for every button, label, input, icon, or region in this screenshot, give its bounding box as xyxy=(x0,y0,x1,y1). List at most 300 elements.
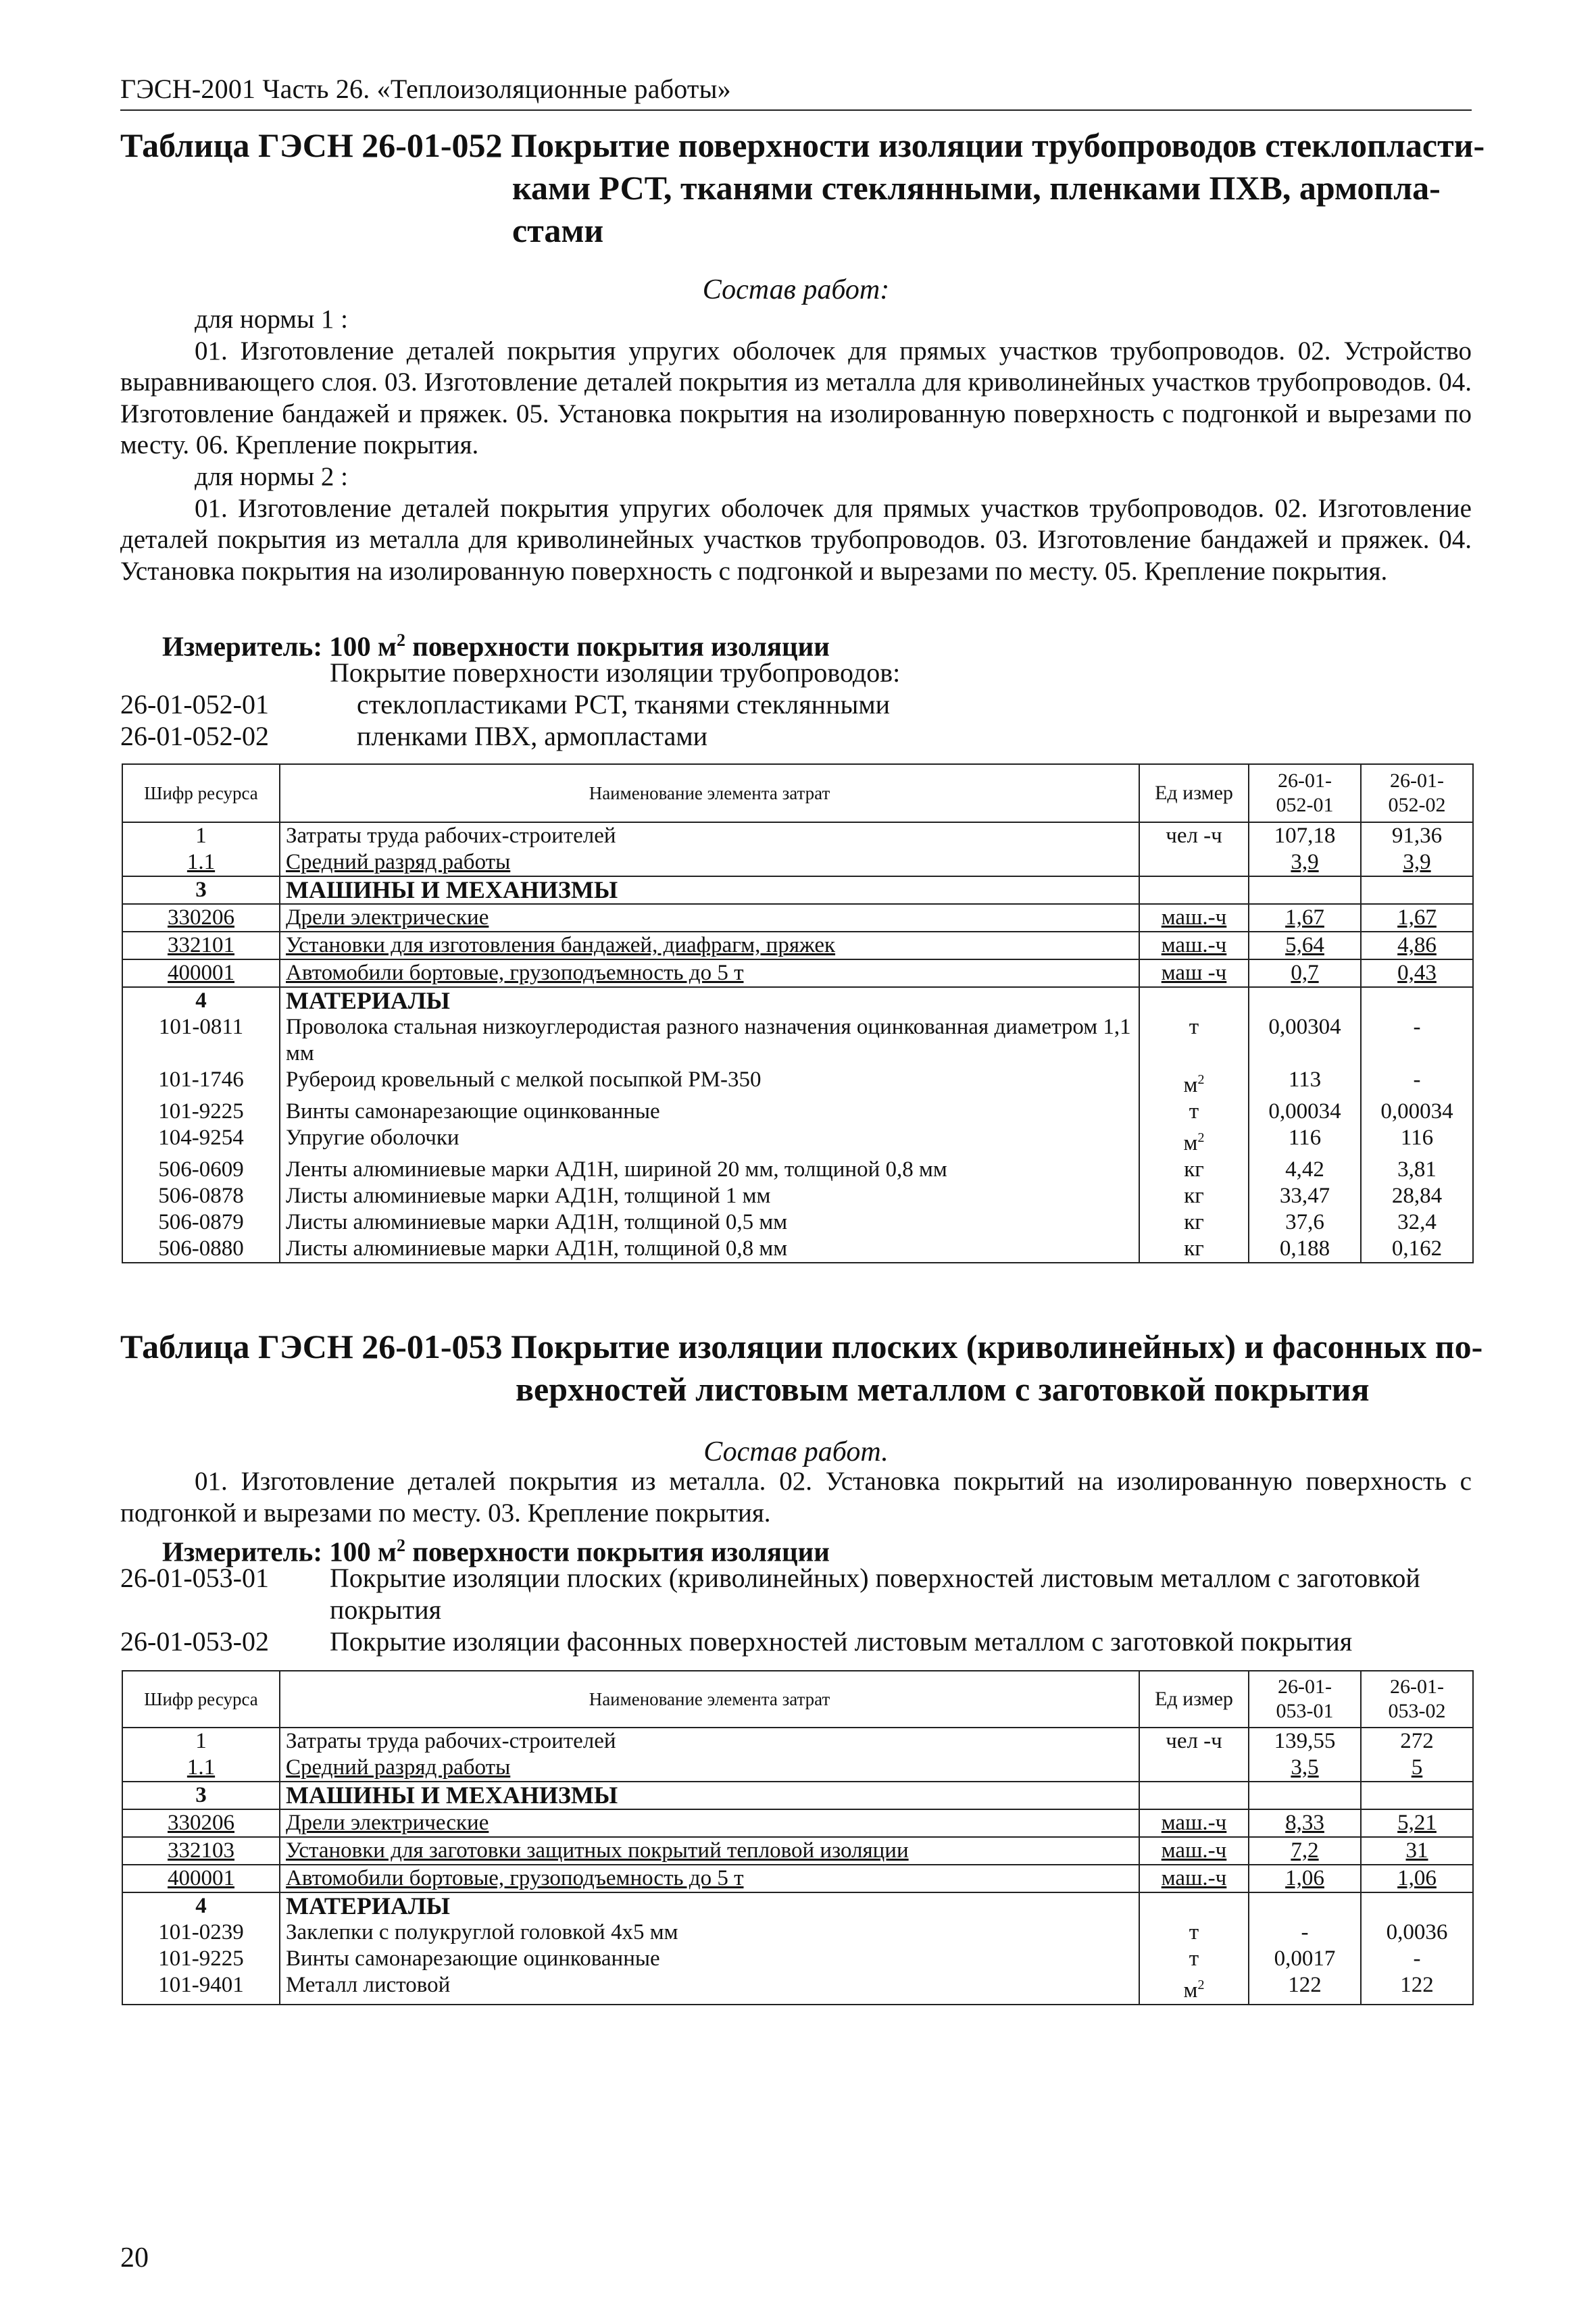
cell-name xyxy=(280,1099,1139,1125)
cell-norm1-text: 0,0017 xyxy=(1274,1946,1336,1971)
cell-name-text: Установки для заготовки защитных покрытий тепловой изоляции xyxy=(286,1838,909,1863)
cell-norm2-text: 3,9 xyxy=(1403,850,1431,874)
table-row xyxy=(122,959,1473,987)
cell-unit-text: чел -ч xyxy=(1166,1729,1222,1753)
cell-norm1 xyxy=(1249,1865,1361,1892)
cell-name xyxy=(280,932,1139,959)
cell-unit xyxy=(1139,1809,1249,1837)
cell-norm1-text: 5,64 xyxy=(1285,933,1324,957)
cell-unit xyxy=(1139,1183,1249,1209)
col-header-unit: Ед измер xyxy=(1139,1671,1249,1728)
meter-rest: поверхности покрытия изоляции xyxy=(405,630,830,662)
cell-name xyxy=(280,1837,1139,1865)
table-row xyxy=(122,1209,1473,1236)
cell-norm2-text: - xyxy=(1413,1015,1421,1039)
cell-code-text: 506-0878 xyxy=(158,1184,244,1208)
cell-code xyxy=(122,1125,280,1157)
table1-title-line2: ками РСТ, тканями стеклянными, пленками ПХВ, армопла- xyxy=(512,169,1441,207)
norm-code: 26-01-053-01 xyxy=(120,1563,269,1593)
cell-norm1 xyxy=(1249,1125,1361,1157)
cell-unit-text: маш.-ч xyxy=(1161,1838,1227,1863)
cell-unit xyxy=(1139,1892,1249,1919)
table1-title xyxy=(120,124,1485,252)
cell-norm2 xyxy=(1361,904,1473,932)
table2-title-line1: Таблица ГЭСН 26-01-053 Покрытие изоляции плоских (криволинейных) и фасонных по- xyxy=(120,1328,1483,1365)
cell-norm1 xyxy=(1249,849,1361,876)
col-header-norm1-text: 26-01- 053-01 xyxy=(1276,1676,1334,1722)
cell-norm2 xyxy=(1361,822,1473,849)
cell-unit-text: кг xyxy=(1184,1210,1204,1234)
cell-norm2-text: 91,36 xyxy=(1391,824,1443,848)
col-header-code: Шифр ресурса xyxy=(122,764,280,822)
cell-name xyxy=(280,1067,1139,1099)
cell-norm1-text: 0,188 xyxy=(1279,1236,1330,1261)
cell-code-text: 400001 xyxy=(168,961,234,985)
cell-code xyxy=(122,1157,280,1183)
col-header-norm2 xyxy=(1361,1671,1473,1728)
cell-name-text: Средний разряд работы xyxy=(286,1755,511,1780)
cell-name-text: МАТЕРИАЛЫ xyxy=(286,987,450,1014)
table1-work-heading: Состав работ: xyxy=(702,274,890,305)
col-header-code: Шифр ресурса xyxy=(122,1671,280,1728)
norm-desc: Покрытие изоляции фасонных поверхностей листовым металлом с заготовкой покрытия xyxy=(330,1626,1353,1657)
cell-norm2 xyxy=(1361,1755,1473,1782)
table-row xyxy=(122,876,1473,904)
cell-name xyxy=(280,876,1139,904)
cell-norm2 xyxy=(1361,1157,1473,1183)
cell-norm1 xyxy=(1249,1946,1361,1972)
col-header-norm1 xyxy=(1249,764,1361,822)
cell-norm1 xyxy=(1249,1919,1361,1946)
cell-norm1-text: 0,00034 xyxy=(1268,1099,1341,1124)
cell-name xyxy=(280,1946,1139,1972)
table2-title xyxy=(120,1326,1483,1411)
col-header-name: Наименование элемента затрат xyxy=(280,764,1139,822)
cell-unit-text: маш.-ч xyxy=(1161,933,1227,957)
cell-name xyxy=(280,959,1139,987)
cell-unit xyxy=(1139,849,1249,876)
cell-unit xyxy=(1139,1972,1249,2005)
cell-name-text: Дрели электрические xyxy=(286,1811,489,1835)
cell-norm1-text: 0,7 xyxy=(1291,961,1319,985)
cell-norm2 xyxy=(1361,932,1473,959)
cell-code xyxy=(122,1972,280,2005)
cell-unit-text: кг xyxy=(1184,1236,1204,1261)
meter-label: Измеритель: xyxy=(162,630,323,662)
cell-name-text: МАШИНЫ И МЕХАНИЗМЫ xyxy=(286,1782,618,1809)
cell-unit xyxy=(1139,1946,1249,1972)
cell-code-text: 101-9225 xyxy=(158,1946,244,1971)
cell-name-text: Листы алюминиевые марки АД1Н, толщиной 0,5 мм xyxy=(286,1210,788,1234)
meter-rest: поверхности покрытия изоляции xyxy=(405,1536,830,1567)
cell-code xyxy=(122,1865,280,1892)
cell-code-text: 330206 xyxy=(168,1811,234,1835)
meter-sup: 2 xyxy=(396,630,405,650)
cell-unit-text: маш -ч xyxy=(1161,961,1227,985)
cell-norm2-text: - xyxy=(1413,1946,1421,1971)
cell-code xyxy=(122,1837,280,1865)
cell-norm1-text: 3,9 xyxy=(1291,850,1319,874)
cell-norm1 xyxy=(1249,876,1361,904)
cell-unit-text: м xyxy=(1183,1978,1198,2003)
cell-name xyxy=(280,1782,1139,1809)
cell-unit xyxy=(1139,904,1249,932)
cell-norm1 xyxy=(1249,987,1361,1014)
cell-code xyxy=(122,1236,280,1263)
header-rule xyxy=(120,109,1472,111)
cell-norm2 xyxy=(1361,1099,1473,1125)
meter-label: Измеритель: xyxy=(162,1536,323,1567)
cell-norm2-text: 0,0036 xyxy=(1386,1920,1448,1944)
norm2-label: для нормы 2 : xyxy=(195,462,348,491)
cell-unit xyxy=(1139,1837,1249,1865)
table-row xyxy=(122,904,1473,932)
col-header-norm2-text: 26-01- 052-02 xyxy=(1388,770,1446,816)
cell-norm2 xyxy=(1361,1892,1473,1919)
cell-unit xyxy=(1139,932,1249,959)
norm-desc: Покрытие изоляции плоских (криволинейных) поверхностей листовым металлом с заготовкой покрытия xyxy=(330,1563,1420,1625)
cell-code-text: 3 xyxy=(195,1783,207,1807)
table-row xyxy=(122,849,1473,876)
cell-norm1 xyxy=(1249,1782,1361,1809)
cell-norm1 xyxy=(1249,904,1361,932)
table2-cost-table xyxy=(122,1670,1474,2005)
table-row xyxy=(122,1946,1473,1972)
cell-unit-text: чел -ч xyxy=(1166,824,1222,848)
cell-name xyxy=(280,1972,1139,2005)
cell-norm2 xyxy=(1361,1809,1473,1837)
cell-name-text: Металл листовой xyxy=(286,1973,451,1997)
cell-unit xyxy=(1139,1014,1249,1067)
cell-code-text: 3 xyxy=(195,878,207,902)
cell-norm2 xyxy=(1361,1125,1473,1157)
cell-code-text: 506-0880 xyxy=(158,1236,244,1261)
cell-norm1 xyxy=(1249,1157,1361,1183)
cell-norm2-text: 0,162 xyxy=(1391,1236,1443,1261)
cell-name xyxy=(280,987,1139,1014)
table-row xyxy=(122,1782,1473,1809)
cell-unit xyxy=(1139,1236,1249,1263)
cell-code-text: 506-0609 xyxy=(158,1157,244,1182)
cell-code xyxy=(122,1919,280,1946)
cell-norm1-text: 4,42 xyxy=(1285,1157,1324,1182)
col-header-norm2-text: 26-01- 053-02 xyxy=(1388,1676,1446,1722)
cell-norm2-text: 122 xyxy=(1400,1973,1434,1997)
cell-norm1 xyxy=(1249,1067,1361,1099)
unit-superscript: 2 xyxy=(1197,1130,1205,1145)
cell-norm1 xyxy=(1249,822,1361,849)
cell-unit xyxy=(1139,1067,1249,1099)
cell-unit xyxy=(1139,1865,1249,1892)
cell-norm1-text: 3,5 xyxy=(1291,1755,1319,1780)
cell-name-text: Винты самонарезающие оцинкованные xyxy=(286,1946,660,1971)
table-row xyxy=(122,1236,1473,1263)
cell-norm1-text: 1,67 xyxy=(1285,905,1324,930)
cell-code xyxy=(122,1892,280,1919)
cell-norm2-text: 5 xyxy=(1411,1755,1423,1780)
table-row xyxy=(122,1099,1473,1125)
table-row xyxy=(122,1125,1473,1157)
table-row xyxy=(122,1067,1473,1099)
cell-norm1-text: 37,6 xyxy=(1285,1210,1324,1234)
cell-name xyxy=(280,904,1139,932)
cell-norm1-text: 33,47 xyxy=(1279,1184,1330,1208)
cell-norm1 xyxy=(1249,1099,1361,1125)
unit-superscript: 2 xyxy=(1197,1072,1205,1087)
cell-unit xyxy=(1139,1157,1249,1183)
cell-name xyxy=(280,1157,1139,1183)
cell-code-text: 1.1 xyxy=(186,850,216,874)
cell-unit xyxy=(1139,1919,1249,1946)
cell-norm2-text: 1,06 xyxy=(1397,1866,1437,1890)
cell-code xyxy=(122,932,280,959)
table-row xyxy=(122,932,1473,959)
cell-unit-text: т xyxy=(1189,1099,1199,1124)
cell-norm1-text: - xyxy=(1301,1920,1309,1944)
cell-norm2-text: 0,00034 xyxy=(1380,1099,1453,1124)
cell-code-text: 400001 xyxy=(168,1866,234,1890)
cell-name xyxy=(280,822,1139,849)
cell-code xyxy=(122,1809,280,1837)
cell-code-text: 101-0811 xyxy=(158,1015,244,1039)
cell-unit-text: м xyxy=(1183,1131,1198,1155)
cell-norm1 xyxy=(1249,959,1361,987)
table1-norm1 xyxy=(120,304,1472,461)
cell-name xyxy=(280,1183,1139,1209)
norm-code: 26-01-053-02 xyxy=(120,1626,269,1657)
page-number: 20 xyxy=(120,2242,149,2273)
col-header-norm1-text: 26-01- 052-01 xyxy=(1276,770,1334,816)
cell-name-text: Винты самонарезающие оцинкованные xyxy=(286,1099,660,1124)
cell-unit xyxy=(1139,959,1249,987)
cell-name-text: Проволока стальная низкоуглеродистая разного назначения оцинкованная диаметром 1,1 мм xyxy=(286,1015,1131,1065)
table-row xyxy=(122,1865,1473,1892)
cell-code xyxy=(122,1782,280,1809)
cell-norm1 xyxy=(1249,1892,1361,1919)
cell-norm2 xyxy=(1361,876,1473,904)
table1-norm2 xyxy=(120,461,1472,587)
cell-code-text: 332103 xyxy=(168,1838,234,1863)
cell-name-text: Затраты труда рабочих-строителей xyxy=(286,824,616,848)
cell-norm1 xyxy=(1249,1809,1361,1837)
cell-code xyxy=(122,1728,280,1755)
cell-name xyxy=(280,1728,1139,1755)
table-row xyxy=(122,987,1473,1014)
cell-norm2-text: - xyxy=(1413,1067,1421,1092)
table2-work-heading: Состав работ. xyxy=(703,1436,889,1467)
cell-unit xyxy=(1139,1099,1249,1125)
cell-norm1-text: 107,18 xyxy=(1274,824,1336,848)
cell-norm2 xyxy=(1361,1972,1473,2005)
cell-code xyxy=(122,959,280,987)
meter-sup: 2 xyxy=(396,1536,405,1555)
cell-code-text: 101-9225 xyxy=(158,1099,244,1124)
running-header: ГЭСН-2001 Часть 26. «Теплоизоляционные работы» xyxy=(120,74,731,104)
col-header-norm1 xyxy=(1249,1671,1361,1728)
group-caption-text: Покрытие поверхности изоляции трубопроводов: xyxy=(330,657,901,688)
table-row xyxy=(122,1972,1473,2005)
table-row xyxy=(122,1157,1473,1183)
cell-name xyxy=(280,1892,1139,1919)
cell-name-text: Листы алюминиевые марки АД1Н, толщиной 0,8 мм xyxy=(286,1236,788,1261)
cell-name-text: Установки для изготовления бандажей, диафрагм, пряжек xyxy=(286,933,836,957)
cell-name-text: Упругие оболочки xyxy=(286,1126,459,1150)
cell-code xyxy=(122,1755,280,1782)
cell-unit-text: кг xyxy=(1184,1157,1204,1182)
cell-norm2-text: 5,21 xyxy=(1397,1811,1437,1835)
cell-name xyxy=(280,1919,1139,1946)
col-header-unit: Ед измер xyxy=(1139,764,1249,822)
cell-code xyxy=(122,876,280,904)
cell-name-text: МАТЕРИАЛЫ xyxy=(286,1892,450,1919)
cell-norm1 xyxy=(1249,1728,1361,1755)
table1-title-line1: Таблица ГЭСН 26-01-052 Покрытие поверхности изоляции трубопроводов стеклопласти- xyxy=(120,126,1485,164)
cell-code-text: 4 xyxy=(195,988,207,1013)
cell-norm1 xyxy=(1249,1755,1361,1782)
cell-norm1-text: 1,06 xyxy=(1285,1866,1324,1890)
cell-code xyxy=(122,1014,280,1067)
cell-unit xyxy=(1139,1728,1249,1755)
col-header-name: Наименование элемента затрат xyxy=(280,1671,1139,1728)
table-row xyxy=(122,822,1473,849)
table2-work-text xyxy=(120,1466,1472,1529)
cell-norm2-text: 116 xyxy=(1400,1126,1434,1150)
cell-unit-text: т xyxy=(1189,1920,1199,1944)
cell-unit-text: маш.-ч xyxy=(1161,1866,1227,1890)
cell-norm1 xyxy=(1249,1236,1361,1263)
cell-name-text: Дрели электрические xyxy=(286,905,489,930)
cell-name-text: Рубероид кровельный с мелкой посыпкой РМ-350 xyxy=(286,1067,762,1092)
table-row xyxy=(122,1809,1473,1837)
cell-norm2 xyxy=(1361,1067,1473,1099)
cell-norm1 xyxy=(1249,1972,1361,2005)
cell-code-text: 101-9401 xyxy=(158,1973,244,1997)
table2-code-line xyxy=(120,1562,1472,1626)
cell-name-text: Заклепки с полукруглой головкой 4х5 мм xyxy=(286,1920,678,1944)
cell-norm2-text: 28,84 xyxy=(1391,1184,1443,1208)
cell-code xyxy=(122,1183,280,1209)
cell-unit xyxy=(1139,1125,1249,1157)
norm1-text: 01. Изготовление деталей покрытия упругих оболочек для прямых участков трубопроводов. 02. Устройство выравнивающего слоя. 03. Изготовление деталей покрытия из металла для криволинейных участков трубопроводов. 04. Изготовление бандажей и пряжек. 05. Установка покрытия на изолированную поверхность с подгонкой и вырезами по месту. 06. Крепление покрытия. xyxy=(120,336,1472,459)
cell-name-text: Автомобили бортовые, грузоподъемность до 5 т xyxy=(286,961,744,985)
cell-norm2 xyxy=(1361,1014,1473,1067)
meter-value: 100 м xyxy=(329,630,397,662)
cell-code-text: 330206 xyxy=(168,905,234,930)
cell-unit-text: м xyxy=(1183,1073,1198,1097)
cell-unit xyxy=(1139,1755,1249,1782)
cell-norm1-text: 7,2 xyxy=(1291,1838,1319,1863)
table-row xyxy=(122,1728,1473,1755)
table-row xyxy=(122,1837,1473,1865)
cell-unit xyxy=(1139,1209,1249,1236)
norm-desc: стеклопластиками РСТ, тканями стеклянными xyxy=(357,689,891,720)
cell-norm1 xyxy=(1249,1183,1361,1209)
unit-superscript: 2 xyxy=(1197,1978,1205,1992)
work-text: 01. Изготовление деталей покрытия из металла. 02. Установка покрытий на изолированную поверхность с подгонкой и вырезами по месту. 03. Крепление покрытия. xyxy=(120,1467,1472,1528)
cell-norm2-text: 0,43 xyxy=(1397,961,1437,985)
cell-norm1-text: 113 xyxy=(1288,1067,1322,1092)
cell-unit-text: т xyxy=(1189,1015,1199,1039)
cell-unit-text: т xyxy=(1189,1946,1199,1971)
cell-name xyxy=(280,1755,1139,1782)
cell-norm1 xyxy=(1249,1837,1361,1865)
table-row xyxy=(122,1014,1473,1067)
cell-norm2-text: 32,4 xyxy=(1397,1210,1437,1234)
cell-norm2 xyxy=(1361,1782,1473,1809)
table1-title-line3: стами xyxy=(512,211,604,249)
cell-norm1 xyxy=(1249,932,1361,959)
cell-unit-text: маш.-ч xyxy=(1161,1811,1227,1835)
cell-name xyxy=(280,1236,1139,1263)
cell-norm1-text: 0,00304 xyxy=(1268,1015,1341,1039)
cell-norm2 xyxy=(1361,1728,1473,1755)
cell-code xyxy=(122,987,280,1014)
cell-code xyxy=(122,1067,280,1099)
cell-code-text: 104-9254 xyxy=(158,1126,244,1150)
cell-norm2 xyxy=(1361,1183,1473,1209)
cell-code xyxy=(122,904,280,932)
cell-norm2-text: 3,81 xyxy=(1397,1157,1437,1182)
cell-norm2 xyxy=(1361,1865,1473,1892)
cell-norm2-text: 272 xyxy=(1400,1729,1434,1753)
cell-unit-text: кг xyxy=(1184,1184,1204,1208)
cell-name xyxy=(280,1809,1139,1837)
cell-norm2 xyxy=(1361,1236,1473,1263)
cell-code xyxy=(122,1946,280,1972)
cell-norm2-text: 1,67 xyxy=(1397,905,1437,930)
cell-unit xyxy=(1139,822,1249,849)
cell-code-text: 506-0879 xyxy=(158,1210,244,1234)
cell-code xyxy=(122,1099,280,1125)
cell-code-text: 1.1 xyxy=(186,1755,216,1780)
cell-code-text: 1 xyxy=(195,824,207,848)
table1-cost-table xyxy=(122,763,1474,1263)
cell-norm1 xyxy=(1249,1014,1361,1067)
cell-name-text: МАШИНЫ И МЕХАНИЗМЫ xyxy=(286,876,618,903)
cell-unit xyxy=(1139,1782,1249,1809)
cell-unit xyxy=(1139,987,1249,1014)
cell-norm2 xyxy=(1361,1209,1473,1236)
cell-name xyxy=(280,1125,1139,1157)
table-row xyxy=(122,1183,1473,1209)
cell-name-text: Листы алюминиевые марки АД1Н, толщиной 1 мм xyxy=(286,1184,771,1208)
meter-value: 100 м xyxy=(329,1536,397,1567)
table-row xyxy=(122,1919,1473,1946)
cell-norm2 xyxy=(1361,1837,1473,1865)
cell-norm2-text: 31 xyxy=(1405,1838,1428,1863)
cell-name xyxy=(280,1014,1139,1067)
cell-norm2 xyxy=(1361,1919,1473,1946)
cell-norm1-text: 116 xyxy=(1288,1126,1322,1150)
cell-code xyxy=(122,1209,280,1236)
cell-norm2 xyxy=(1361,987,1473,1014)
cell-name-text: Автомобили бортовые, грузоподъемность до 5 т xyxy=(286,1866,744,1890)
cell-norm1-text: 139,55 xyxy=(1274,1729,1336,1753)
cell-unit xyxy=(1139,876,1249,904)
cell-norm1-text: 122 xyxy=(1288,1973,1322,1997)
cell-code xyxy=(122,849,280,876)
table2-title-line2: верхностей листовым металлом с заготовкой покрытия xyxy=(516,1370,1370,1408)
norm2-text: 01. Изготовление деталей покрытия упругих оболочек для прямых участков трубопроводов. 02. Изготовление деталей покрытия из металла для криволинейных участков трубопроводов. 03. Изготовление бандажей и пряжек. 04. Установка покрытия на изолированную поверхность с подгонкой и вырезами по месту. 05. Крепление покрытия. xyxy=(120,493,1472,586)
cell-unit-text: маш.-ч xyxy=(1161,905,1227,930)
cell-norm1 xyxy=(1249,1209,1361,1236)
norm-desc: пленками ПВХ, армопластами xyxy=(357,721,708,751)
cell-name xyxy=(280,1865,1139,1892)
norm-code: 26-01-052-01 xyxy=(120,689,269,720)
cell-code-text: 101-1746 xyxy=(158,1067,244,1092)
cell-code xyxy=(122,822,280,849)
cell-name-text: Средний разряд работы xyxy=(286,850,511,874)
